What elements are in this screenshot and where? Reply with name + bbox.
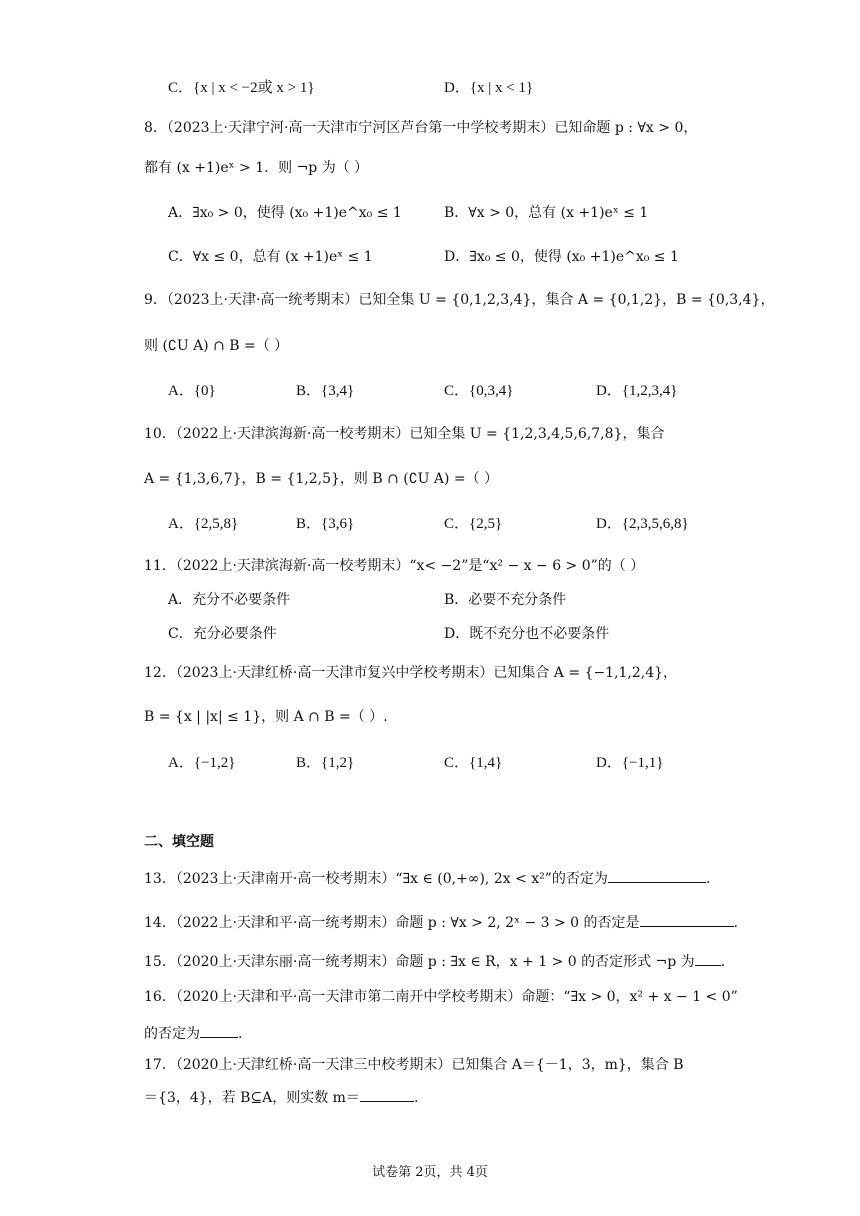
q15-line: 15．（2020上·天津东丽·高一统考期末）命题 p : ∃x ∈ R，x + 1 > 0 的否定形式 ¬p 为 . bbox=[144, 951, 725, 972]
q13-stem: 13．（2023上·天津南开·高一校考期末）“∃x ∈ (0,+∞), 2x < x²”的否定为 bbox=[144, 871, 608, 887]
q8-option-a: A．∃x₀ > 0，使得 (x₀ +1)e^x₀ ≤ 1 bbox=[168, 205, 402, 221]
q8-stem-line-2: 都有 (x +1)eˣ > 1．则 ¬p 为（ ） bbox=[144, 160, 369, 176]
q7-option-c: C．{x | x < −2或 x > 1} bbox=[168, 80, 315, 96]
q8-stem-line-1: 8．（2023上·天津宁河·高一天津市宁河区芦台第一中学校考期末）已知命题 p : ∀x > 0， bbox=[144, 120, 698, 136]
q16-stem-line-1: 16．（2020上·天津和平·高一天津市第二南开中学校考期末）命题：“∃x > 0，x² + x − 1 < 0” bbox=[144, 989, 738, 1005]
q15-stem: 15．（2020上·天津东丽·高一统考期末）命题 p : ∃x ∈ R，x + 1 > 0 的否定形式 ¬p 为 bbox=[144, 954, 695, 970]
q11-option-a: A．充分不必要条件 bbox=[168, 592, 291, 608]
page-footer: 试卷第 2页，共 4页 bbox=[372, 1165, 488, 1180]
q9-option-c: C．{0,3,4} bbox=[444, 383, 514, 399]
q12-option-b: B．{1,2} bbox=[296, 755, 355, 771]
q11-option-d: D．既不充分也不必要条件 bbox=[444, 626, 610, 642]
q11-option-c: C．充分必要条件 bbox=[168, 626, 277, 642]
q8-option-d: D．∃x₀ ≤ 0，使得 (x₀ +1)e^x₀ ≤ 1 bbox=[444, 249, 679, 265]
q8-option-b: B．∀x > 0，总有 (x +1)eˣ ≤ 1 bbox=[444, 205, 649, 221]
q14-line: 14．（2022上·天津和平·高一统考期末）命题 p : ∀x > 2, 2ˣ − 3 > 0 的否定是 . bbox=[144, 912, 738, 933]
q14-answer-blank bbox=[640, 912, 734, 927]
q9-option-d: D．{1,2,3,4} bbox=[596, 383, 678, 399]
q17-stem-line-1: 17．（2020上·天津红桥·高一天津三中校考期末）已知集合 A＝{－1，3，m}，集合 B bbox=[144, 1057, 684, 1073]
q9-stem-line-2: 则 (∁U A) ∩ B =（ ） bbox=[144, 338, 289, 354]
q17-line-2: ＝{3，4}，若 B⊆A，则实数 m＝ . bbox=[144, 1087, 418, 1108]
q10-stem-line-2: A = {1,3,6,7}，B = {1,2,5}，则 B ∩ (∁U A) =（ ） bbox=[144, 471, 499, 487]
q10-option-c: C．{2,5} bbox=[444, 516, 503, 532]
q12-option-a: A．{−1,2} bbox=[168, 755, 236, 771]
q10-stem-line-1: 10．（2022上·天津滨海新·高一校考期末）已知全集 U = {1,2,3,4,5,6,7,8}，集合 bbox=[144, 426, 665, 442]
q16-line-2: 的否定为 . bbox=[144, 1023, 242, 1044]
q15-answer-blank bbox=[695, 951, 721, 966]
q12-stem-line-2: B = {x | |x| ≤ 1}，则 A ∩ B =（ ）. bbox=[144, 709, 388, 725]
q12-option-c: C．{1,4} bbox=[444, 755, 503, 771]
q10-option-a: A．{2,5,8} bbox=[168, 516, 239, 532]
q11-stem: 11．（2022上·天津滨海新·高一校考期末）“x< −2”是“x² − x − 6 > 0”的（ ） bbox=[144, 558, 645, 574]
q10-option-b: B．{3,6} bbox=[296, 516, 355, 532]
q12-stem-line-1: 12．（2023上·天津红桥·高一天津市复兴中学校考期末）已知集合 A = {−1,1,2,4}， bbox=[144, 665, 678, 681]
q10-option-d: D．{2,3,5,6,8} bbox=[596, 516, 689, 532]
section-title-fill-in: 二、填空题 bbox=[144, 834, 214, 850]
q8-option-c: C．∀x ≤ 0，总有 (x +1)eˣ ≤ 1 bbox=[168, 249, 373, 265]
q9-option-b: B．{3,4} bbox=[296, 383, 355, 399]
q13-answer-blank bbox=[608, 868, 706, 883]
q9-stem-line-1: 9．（2023上·天津·高一统考期末）已知全集 U = {0,1,2,3,4}，集合 A = {0,1,2}，B = {0,3,4}， bbox=[144, 292, 775, 308]
q11-option-b: B．必要不充分条件 bbox=[444, 592, 567, 608]
q17-stem-2: ＝{3，4}，若 B⊆A，则实数 m＝ bbox=[144, 1090, 360, 1106]
q16-stem-2: 的否定为 bbox=[144, 1026, 200, 1042]
q12-option-d: D．{−1,1} bbox=[596, 755, 664, 771]
q9-option-a: A．{0} bbox=[168, 383, 216, 399]
q13-line: 13．（2023上·天津南开·高一校考期末）“∃x ∈ (0,+∞), 2x < x²”的否定为 . bbox=[144, 868, 710, 889]
q16-answer-blank bbox=[200, 1023, 238, 1038]
q17-answer-blank bbox=[360, 1087, 414, 1102]
q7-option-d: D．{x | x < 1} bbox=[444, 80, 534, 96]
q14-stem: 14．（2022上·天津和平·高一统考期末）命题 p : ∀x > 2, 2ˣ − 3 > 0 的否定是 bbox=[144, 915, 640, 931]
